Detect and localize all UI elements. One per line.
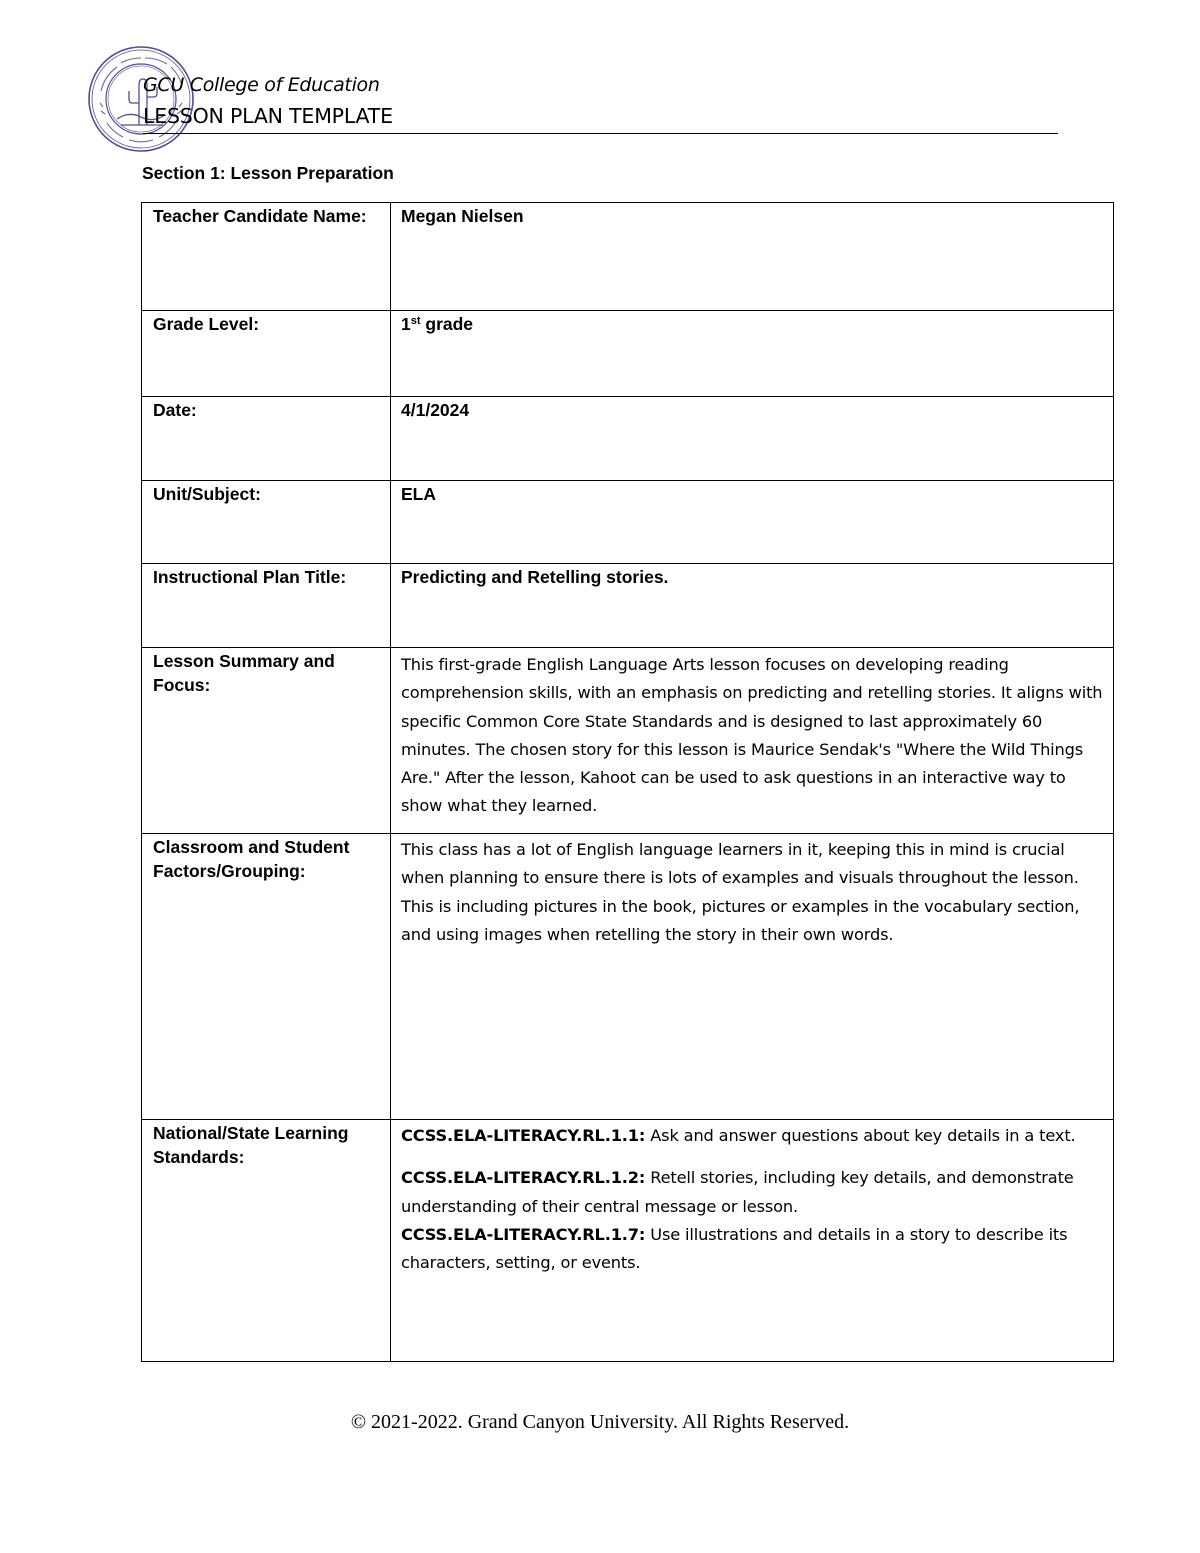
- standard-item: [391, 1122, 1113, 1150]
- table-row-factors: [142, 834, 1114, 1120]
- label-cell: [142, 203, 391, 311]
- date-label: Date:: [153, 400, 197, 420]
- label-cell: [142, 481, 391, 564]
- section-title: Section 1: Lesson Preparation: [142, 163, 394, 183]
- table-row-summary: [142, 648, 1114, 834]
- lesson-summary-label: Lesson Summary and Focus:: [153, 651, 335, 695]
- teacher-name-label: Teacher Candidate Name:: [153, 206, 367, 226]
- value-cell: [391, 648, 1114, 834]
- standard-text: Ask and answer questions about key details in a text.: [645, 1126, 1076, 1145]
- gcu-seal-icon: [87, 45, 195, 153]
- standard-code: CCSS.ELA-LITERACY.RL.1.7:: [401, 1224, 646, 1244]
- copyright-footer: © 2021-2022. Grand Canyon University. All Rights Reserved.: [350, 1411, 850, 1433]
- grade-level-value: [391, 311, 1113, 336]
- grade-ordinal-suffix: st: [410, 315, 421, 327]
- label-cell: [142, 834, 391, 1120]
- unit-subject-label: Unit/Subject:: [153, 484, 261, 504]
- classroom-factors-label: Classroom and Student Factors/Grouping:: [153, 837, 350, 881]
- standard-item: [391, 1164, 1113, 1221]
- value-cell: [391, 834, 1114, 1120]
- table-row-date: [142, 397, 1114, 481]
- grade-level-label: Grade Level:: [153, 314, 260, 334]
- grade-word: grade: [420, 314, 474, 334]
- standard-text: Use illustrations and details in a story to describe its characters, setting, or events.: [401, 1224, 1068, 1273]
- label-cell: [142, 648, 391, 834]
- standard-code: CCSS.ELA-LITERACY.RL.1.1:: [401, 1126, 646, 1145]
- value-cell: [391, 397, 1114, 481]
- table-row-grade: [142, 311, 1114, 397]
- lesson-preparation-table: [141, 202, 1114, 1362]
- classroom-factors-value: This class has a lot of English language learners in it, keeping this in mind is crucial when planning to ensure there is lots of examples and visuals throughout the lesson. This is including pictures in the book, pictures or examples in the vocabulary section, and using images when retelling the story in their own words.: [401, 840, 1080, 944]
- plan-title-label: Instructional Plan Title:: [153, 567, 347, 587]
- value-cell: [391, 564, 1114, 648]
- label-cell: [142, 311, 391, 397]
- value-cell: [391, 481, 1114, 564]
- standard-code: CCSS.ELA-LITERACY.RL.1.2:: [401, 1168, 646, 1188]
- grade-number: 1: [401, 314, 411, 334]
- table-row-title: [142, 564, 1114, 648]
- standard-item: [391, 1221, 1113, 1278]
- template-title: LESSON PLAN TEMPLATE: [143, 104, 393, 128]
- standard-text: Retell stories, including key details, and demonstrate understanding of their central message or lesson.: [401, 1168, 1074, 1216]
- label-cell: [142, 564, 391, 648]
- header-divider: [143, 133, 1058, 134]
- unit-subject-value: ELA: [401, 484, 436, 504]
- college-name: GCU College of Education: [143, 74, 380, 96]
- teacher-name-value: Megan Nielsen: [401, 206, 524, 226]
- label-cell: [142, 1120, 391, 1362]
- value-cell: [391, 1120, 1114, 1362]
- plan-title-value: Predicting and Retelling stories.: [401, 567, 669, 587]
- table-row-standards: [142, 1120, 1114, 1362]
- lesson-summary-value: This first-grade English Language Arts lesson focuses on developing reading comprehension skills, with an emphasis on predicting and retelling stories. It aligns with specific Common Core State Standards and is designed to last approximately 60 minutes. The chosen story for this lesson is Maurice Sendak's "Where the Wild Things Are." After the lesson, Kahoot can be used to ask questions in an interactive way to show what they learned.: [401, 655, 1103, 816]
- table-row-teacher: [142, 203, 1114, 311]
- label-cell: [142, 397, 391, 481]
- value-cell: [391, 203, 1114, 311]
- value-cell: [391, 311, 1114, 397]
- table-row-unit: [142, 481, 1114, 564]
- learning-standards-label: National/State Learning Standards:: [153, 1123, 349, 1167]
- date-value: 4/1/2024: [401, 400, 470, 420]
